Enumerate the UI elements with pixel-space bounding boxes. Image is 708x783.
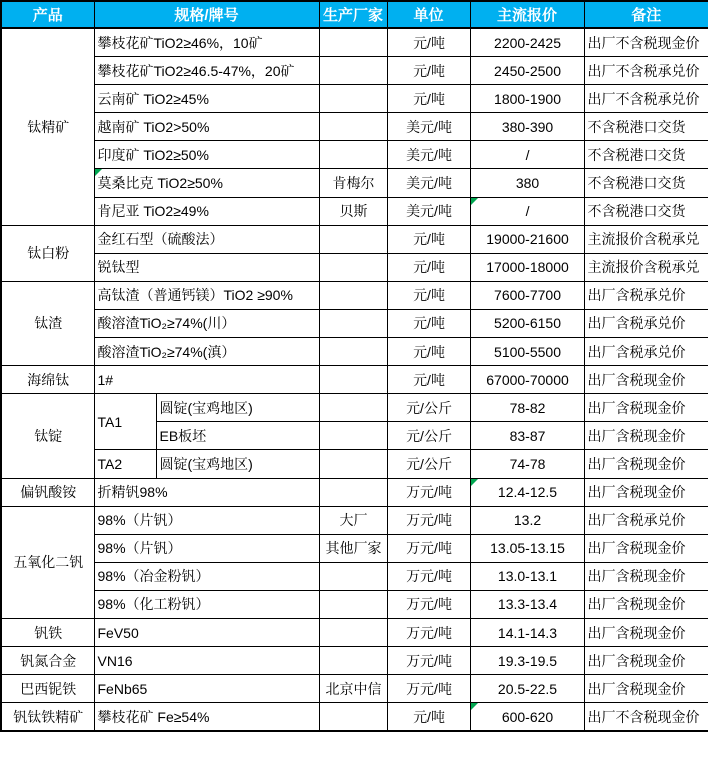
spec-cell: 金红石型（硫酸法） [94, 225, 319, 253]
note-cell: 出厂含税现金价 [584, 618, 708, 646]
product-cell: 钛锭 [1, 394, 94, 478]
table-row [1, 225, 708, 253]
price-cell: 380 [470, 169, 584, 197]
product-cell: 钒氮合金 [1, 647, 94, 675]
manufacturer-cell: 贝斯 [319, 197, 387, 225]
product-cell: 钛渣 [1, 281, 94, 365]
manufacturer-cell [319, 422, 387, 450]
note-cell: 出厂含税现金价 [584, 422, 708, 450]
table-row [1, 478, 708, 506]
spec-cell: 折精钒98% [94, 478, 319, 506]
table-row [1, 534, 708, 562]
spec-cell: FeV50 [94, 618, 319, 646]
manufacturer-cell [319, 478, 387, 506]
spec-cell: 印度矿 TiO2≥50% [94, 141, 319, 169]
unit-cell: 万元/吨 [387, 647, 470, 675]
unit-cell: 万元/吨 [387, 618, 470, 646]
spec-cell: 攀枝花矿TiO2≥46%，10矿 [94, 28, 319, 57]
note-cell: 出厂含税现金价 [584, 366, 708, 394]
manufacturer-cell: 大厂 [319, 506, 387, 534]
note-cell: 出厂含税现金价 [584, 450, 708, 478]
unit-cell: 元/吨 [387, 28, 470, 57]
unit-cell: 元/吨 [387, 253, 470, 281]
manufacturer-cell [319, 338, 387, 366]
price-cell: 67000-70000 [470, 366, 584, 394]
note-cell: 不含税港口交货 [584, 169, 708, 197]
column-header-6: 备注 [584, 1, 708, 28]
table-row [1, 647, 708, 675]
unit-cell: 元/吨 [387, 309, 470, 337]
note-cell: 不含税港口交货 [584, 141, 708, 169]
grade-cell: TA1 [94, 394, 156, 450]
grade-cell: TA2 [94, 450, 156, 478]
price-cell: 1800-1900 [470, 85, 584, 113]
note-cell: 出厂含税现金价 [584, 478, 708, 506]
spec-cell: 莫桑比克 TiO2≥50% [94, 169, 319, 197]
price-cell: 83-87 [470, 422, 584, 450]
unit-cell: 元/公斤 [387, 422, 470, 450]
unit-cell: 万元/吨 [387, 590, 470, 618]
product-cell: 钒铁 [1, 618, 94, 646]
column-header-4: 单位 [387, 1, 470, 28]
spec-cell: 云南矿 TiO2≥45% [94, 85, 319, 113]
spec-cell: 高钛渣（普通钙镁）TiO2 ≥90% [94, 281, 319, 309]
unit-cell: 美元/吨 [387, 113, 470, 141]
price-cell: / [470, 197, 584, 225]
table-row [1, 338, 708, 366]
table-row [1, 85, 708, 113]
price-cell: 19.3-19.5 [470, 647, 584, 675]
manufacturer-cell [319, 450, 387, 478]
table-row [1, 506, 708, 534]
product-cell: 钛白粉 [1, 225, 94, 281]
unit-cell: 美元/吨 [387, 141, 470, 169]
unit-cell: 元/吨 [387, 366, 470, 394]
note-cell: 出厂含税现金价 [584, 394, 708, 422]
spec-cell: 攀枝花矿TiO2≥46.5-47%，20矿 [94, 57, 319, 85]
note-cell: 出厂不含税承兑价 [584, 57, 708, 85]
table-row [1, 253, 708, 281]
note-cell: 出厂不含税现金价 [584, 28, 708, 57]
manufacturer-cell [319, 309, 387, 337]
manufacturer-cell [319, 562, 387, 590]
table-row [1, 169, 708, 197]
note-cell: 不含税港口交货 [584, 197, 708, 225]
price-cell: 74-78 [470, 450, 584, 478]
unit-cell: 元/公斤 [387, 394, 470, 422]
unit-cell: 元/吨 [387, 85, 470, 113]
unit-cell: 元/公斤 [387, 450, 470, 478]
table-row [1, 57, 708, 85]
unit-cell: 美元/吨 [387, 197, 470, 225]
spec-cell: 98%（化工粉钒） [94, 590, 319, 618]
price-cell: / [470, 141, 584, 169]
note-cell: 出厂含税现金价 [584, 675, 708, 703]
table-row [1, 618, 708, 646]
manufacturer-cell [319, 57, 387, 85]
spec-cell: VN16 [94, 647, 319, 675]
spec-cell: 酸溶渣TiO₂≥74%(滇） [94, 338, 319, 366]
price-cell: 13.2 [470, 506, 584, 534]
note-cell: 出厂不含税现金价 [584, 703, 708, 732]
product-cell: 钒钛铁精矿 [1, 703, 94, 732]
header-row [1, 1, 708, 28]
manufacturer-cell [319, 281, 387, 309]
manufacturer-cell [319, 590, 387, 618]
product-cell: 五氧化二钒 [1, 506, 94, 618]
manufacturer-cell: 其他厂家 [319, 534, 387, 562]
price-cell: 12.4-12.5 [470, 478, 584, 506]
flag-triangle-icon [95, 169, 102, 176]
unit-cell: 元/吨 [387, 225, 470, 253]
flag-triangle-icon [471, 479, 478, 486]
price-cell: 14.1-14.3 [470, 618, 584, 646]
table-row [1, 675, 708, 703]
product-cell: 海绵钛 [1, 366, 94, 394]
table-row [1, 281, 708, 309]
note-cell: 出厂含税承兑价 [584, 281, 708, 309]
unit-cell: 美元/吨 [387, 169, 470, 197]
table-row [1, 562, 708, 590]
unit-cell: 万元/吨 [387, 506, 470, 534]
spec-cell: 98%（冶金粉钒） [94, 562, 319, 590]
table-row [1, 590, 708, 618]
manufacturer-cell [319, 394, 387, 422]
manufacturer-cell [319, 253, 387, 281]
manufacturer-cell [319, 366, 387, 394]
price-cell: 17000-18000 [470, 253, 584, 281]
price-cell: 13.05-13.15 [470, 534, 584, 562]
unit-cell: 元/吨 [387, 57, 470, 85]
unit-cell: 元/吨 [387, 338, 470, 366]
price-cell: 380-390 [470, 113, 584, 141]
table-row [1, 366, 708, 394]
spec-cell: 98%（片钒） [94, 506, 319, 534]
spec-cell: 肯尼亚 TiO2≥49% [94, 197, 319, 225]
spec-type-cell: 圆锭(宝鸡地区) [156, 394, 319, 422]
flag-triangle-icon [471, 198, 478, 205]
note-cell: 主流报价含税承兑 [584, 253, 708, 281]
table-row [1, 197, 708, 225]
spec-cell: 锐钛型 [94, 253, 319, 281]
manufacturer-cell [319, 141, 387, 169]
table-row [1, 141, 708, 169]
unit-cell: 万元/吨 [387, 478, 470, 506]
table-row [1, 703, 708, 732]
manufacturer-cell: 北京中信 [319, 675, 387, 703]
spec-type-cell: EB板坯 [156, 422, 319, 450]
note-cell: 出厂含税现金价 [584, 562, 708, 590]
table-body [1, 28, 708, 731]
table-row [1, 113, 708, 141]
spec-type-cell: 圆锭(宝鸡地区) [156, 450, 319, 478]
price-cell: 78-82 [470, 394, 584, 422]
manufacturer-cell [319, 647, 387, 675]
note-cell: 出厂含税现金价 [584, 534, 708, 562]
manufacturer-cell [319, 618, 387, 646]
note-cell: 出厂含税现金价 [584, 647, 708, 675]
spec-cell: 1# [94, 366, 319, 394]
manufacturer-cell [319, 85, 387, 113]
column-header-5: 主流报价 [470, 1, 584, 28]
note-cell: 出厂含税承兑价 [584, 309, 708, 337]
unit-cell: 元/吨 [387, 281, 470, 309]
price-cell: 19000-21600 [470, 225, 584, 253]
manufacturer-cell: 肯梅尔 [319, 169, 387, 197]
note-cell: 出厂含税现金价 [584, 590, 708, 618]
spec-cell: 攀枝花矿 Fe≥54% [94, 703, 319, 732]
table-row [1, 450, 708, 478]
product-cell: 钛精矿 [1, 28, 94, 225]
spec-cell: 酸溶渣TiO₂≥74%(川） [94, 309, 319, 337]
column-header-2: 规格/牌号 [94, 1, 319, 28]
note-cell: 出厂含税承兑价 [584, 338, 708, 366]
unit-cell: 万元/吨 [387, 562, 470, 590]
spec-cell: FeNb65 [94, 675, 319, 703]
price-cell: 13.3-13.4 [470, 590, 584, 618]
price-cell: 20.5-22.5 [470, 675, 584, 703]
table-row [1, 309, 708, 337]
price-cell: 2450-2500 [470, 57, 584, 85]
note-cell: 出厂含税承兑价 [584, 506, 708, 534]
manufacturer-cell [319, 703, 387, 732]
unit-cell: 万元/吨 [387, 534, 470, 562]
price-cell: 5100-5500 [470, 338, 584, 366]
flag-triangle-icon [471, 703, 478, 710]
product-cell: 偏钒酸铵 [1, 478, 94, 506]
manufacturer-cell [319, 113, 387, 141]
table-row [1, 394, 708, 422]
note-cell: 出厂不含税承兑价 [584, 85, 708, 113]
table-row [1, 28, 708, 57]
spec-cell: 越南矿 TiO2>50% [94, 113, 319, 141]
spec-cell: 98%（片钒） [94, 534, 319, 562]
manufacturer-cell [319, 28, 387, 57]
price-cell: 5200-6150 [470, 309, 584, 337]
column-header-3: 生产厂家 [319, 1, 387, 28]
note-cell: 不含税港口交货 [584, 113, 708, 141]
price-cell: 7600-7700 [470, 281, 584, 309]
note-cell: 主流报价含税承兑 [584, 225, 708, 253]
manufacturer-cell [319, 225, 387, 253]
column-header-1: 产品 [1, 1, 94, 28]
unit-cell: 元/吨 [387, 703, 470, 732]
unit-cell: 万元/吨 [387, 675, 470, 703]
price-cell: 13.0-13.1 [470, 562, 584, 590]
product-cell: 巴西铌铁 [1, 675, 94, 703]
price-cell: 600-620 [470, 703, 584, 732]
price-cell: 2200-2425 [470, 28, 584, 57]
